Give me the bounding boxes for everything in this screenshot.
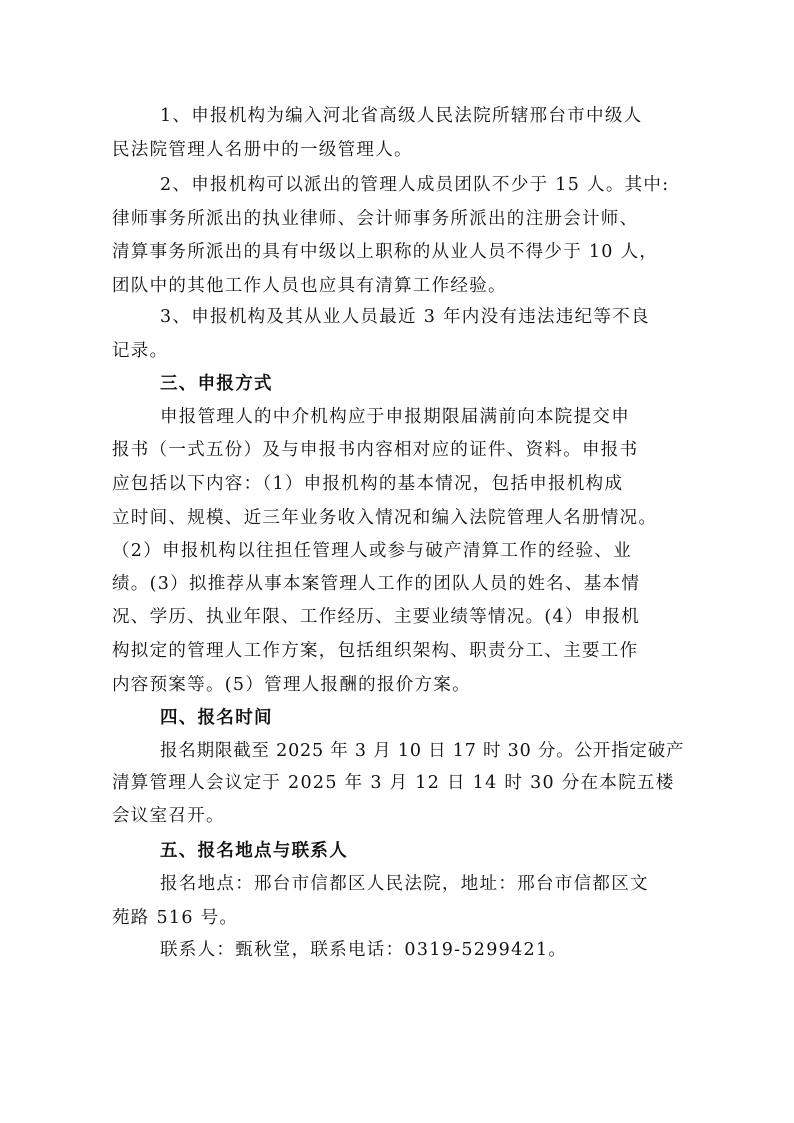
paragraph-line: 申报管理人的中介机构应于申报期限届满前向本院提交申: [160, 407, 630, 427]
section-heading: 五、报名地点与联系人: [160, 841, 348, 861]
paragraph-line: 报书（一式五份）及与申报书内容相对应的证件、资料。申报书: [112, 440, 639, 460]
paragraph-line: 内容预案等。(5）管理人报酬的报价方案。: [112, 675, 471, 695]
paragraph-line: 应包括以下内容：（1）申报机构的基本情况，包括申报机构成: [112, 474, 624, 494]
paragraph-line: 报名期限截至 2025 年 3 月 10 日 17 时 30 分。公开指定破产: [160, 741, 685, 761]
paragraph-line: 绩。(3）拟推荐从事本案管理人工作的团队人员的姓名、基本情: [112, 574, 641, 594]
paragraph-line: 清算管理人会议定于 2025 年 3 月 12 日 14 时 30 分在本院五楼: [112, 773, 675, 793]
section-heading: 四、报名时间: [160, 708, 273, 728]
section-heading: 三、申报方式: [160, 374, 273, 394]
paragraph-line: 清算事务所派出的具有中级以上职称的从业人员不得少于 10 人，: [112, 242, 659, 262]
paragraph-line: 团队中的其他工作人员也应具有清算工作经验。: [112, 276, 507, 296]
paragraph-line: 会议室召开。: [112, 806, 225, 826]
paragraph-line: 1、申报机构为编入河北省高级人民法院所辖邢台市中级人: [160, 106, 643, 126]
paragraph-line: 立时间、规模、近三年业务收入情况和编入法院管理人名册情况。: [112, 508, 658, 528]
contact-line: 联系人：甄秋堂，联系电话：0319-5299421。: [160, 940, 568, 960]
paragraph-line: 律师事务所派出的执业律师、会计师事务所派出的注册会计师、: [112, 209, 639, 229]
paragraph-line: 民法院管理人名册中的一级管理人。: [112, 140, 413, 160]
paragraph-line: 况、学历、执业年限、工作经历、主要业绩等情况。(4）申报机: [112, 607, 641, 627]
paragraph-line: 苑路 516 号。: [112, 908, 239, 928]
paragraph-line: 构拟定的管理人工作方案，包括组织架构、职责分工、主要工作: [112, 641, 639, 661]
paragraph-line: 2、申报机构可以派出的管理人成员团队不少于 15 人。其中:: [160, 175, 670, 195]
paragraph-line: （2）申报机构以往担任管理人或参与破产清算工作的经验、业: [112, 541, 633, 561]
paragraph-line: 报名地点：邢台市信都区人民法院，地址：邢台市信都区文: [160, 874, 649, 894]
paragraph-line: 3、申报机构及其从业人员最近 3 年内没有违法违纪等不良: [160, 307, 650, 327]
paragraph-line: 记录。: [112, 341, 169, 361]
